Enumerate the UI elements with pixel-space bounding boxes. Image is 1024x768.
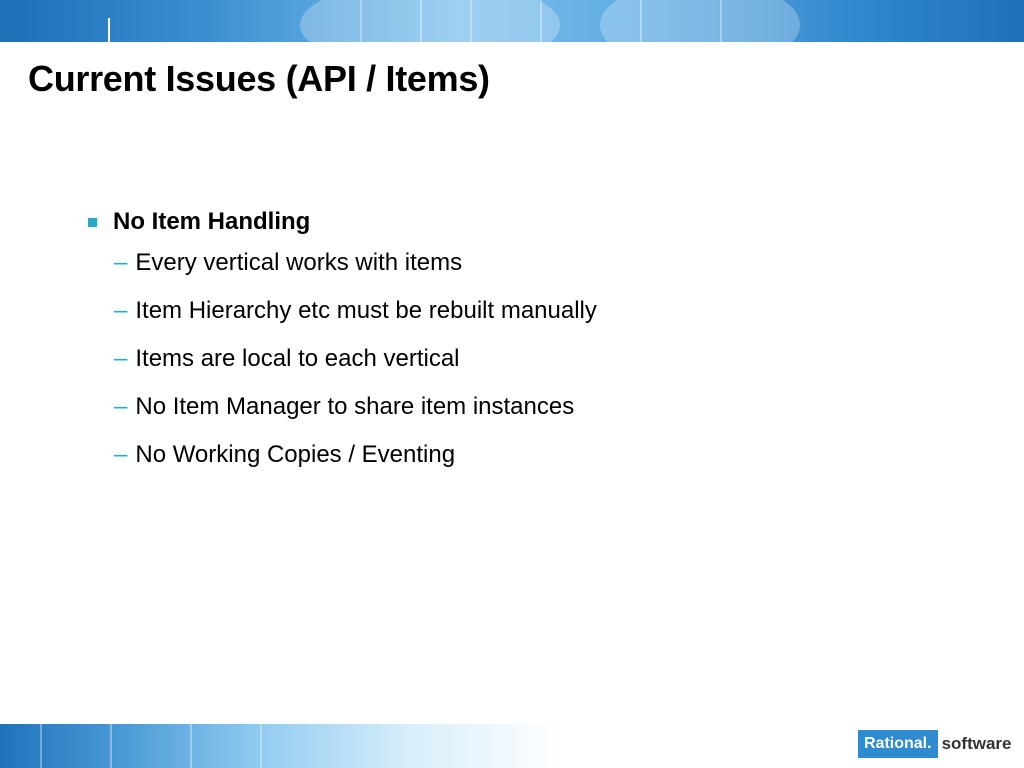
bullet-text: No Item Handling bbox=[113, 208, 311, 235]
sub-item-text: Item Hierarchy etc must be rebuilt manually bbox=[135, 297, 597, 324]
dash-bullet-icon: – bbox=[114, 393, 128, 420]
bullet-item bbox=[88, 205, 968, 239]
sub-item-text: No Working Copies / Eventing bbox=[135, 441, 456, 468]
logo-secondary: software bbox=[941, 734, 1012, 753]
top-decorative-band bbox=[0, 0, 1024, 42]
logo-primary: Rational. bbox=[858, 730, 938, 758]
list-item bbox=[114, 431, 968, 479]
dash-bullet-icon: – bbox=[114, 249, 128, 276]
sub-bullet-list bbox=[88, 239, 968, 479]
top-band-mark bbox=[108, 18, 110, 42]
slide-content bbox=[88, 205, 968, 479]
list-item bbox=[114, 383, 968, 431]
list-item bbox=[114, 287, 968, 335]
sub-item-text: No Item Manager to share item instances bbox=[135, 393, 575, 420]
slide-title: Current Issues (API / Items) bbox=[28, 58, 490, 99]
list-item bbox=[114, 335, 968, 383]
list-item bbox=[114, 239, 968, 287]
sub-item-text: Every vertical works with items bbox=[135, 249, 463, 276]
dash-bullet-icon: – bbox=[114, 297, 128, 324]
square-bullet-icon bbox=[88, 218, 97, 227]
sub-item-text: Items are local to each vertical bbox=[135, 345, 460, 372]
dash-bullet-icon: – bbox=[114, 345, 128, 372]
rational-software-logo bbox=[858, 730, 1011, 758]
dash-bullet-icon: – bbox=[114, 441, 128, 468]
